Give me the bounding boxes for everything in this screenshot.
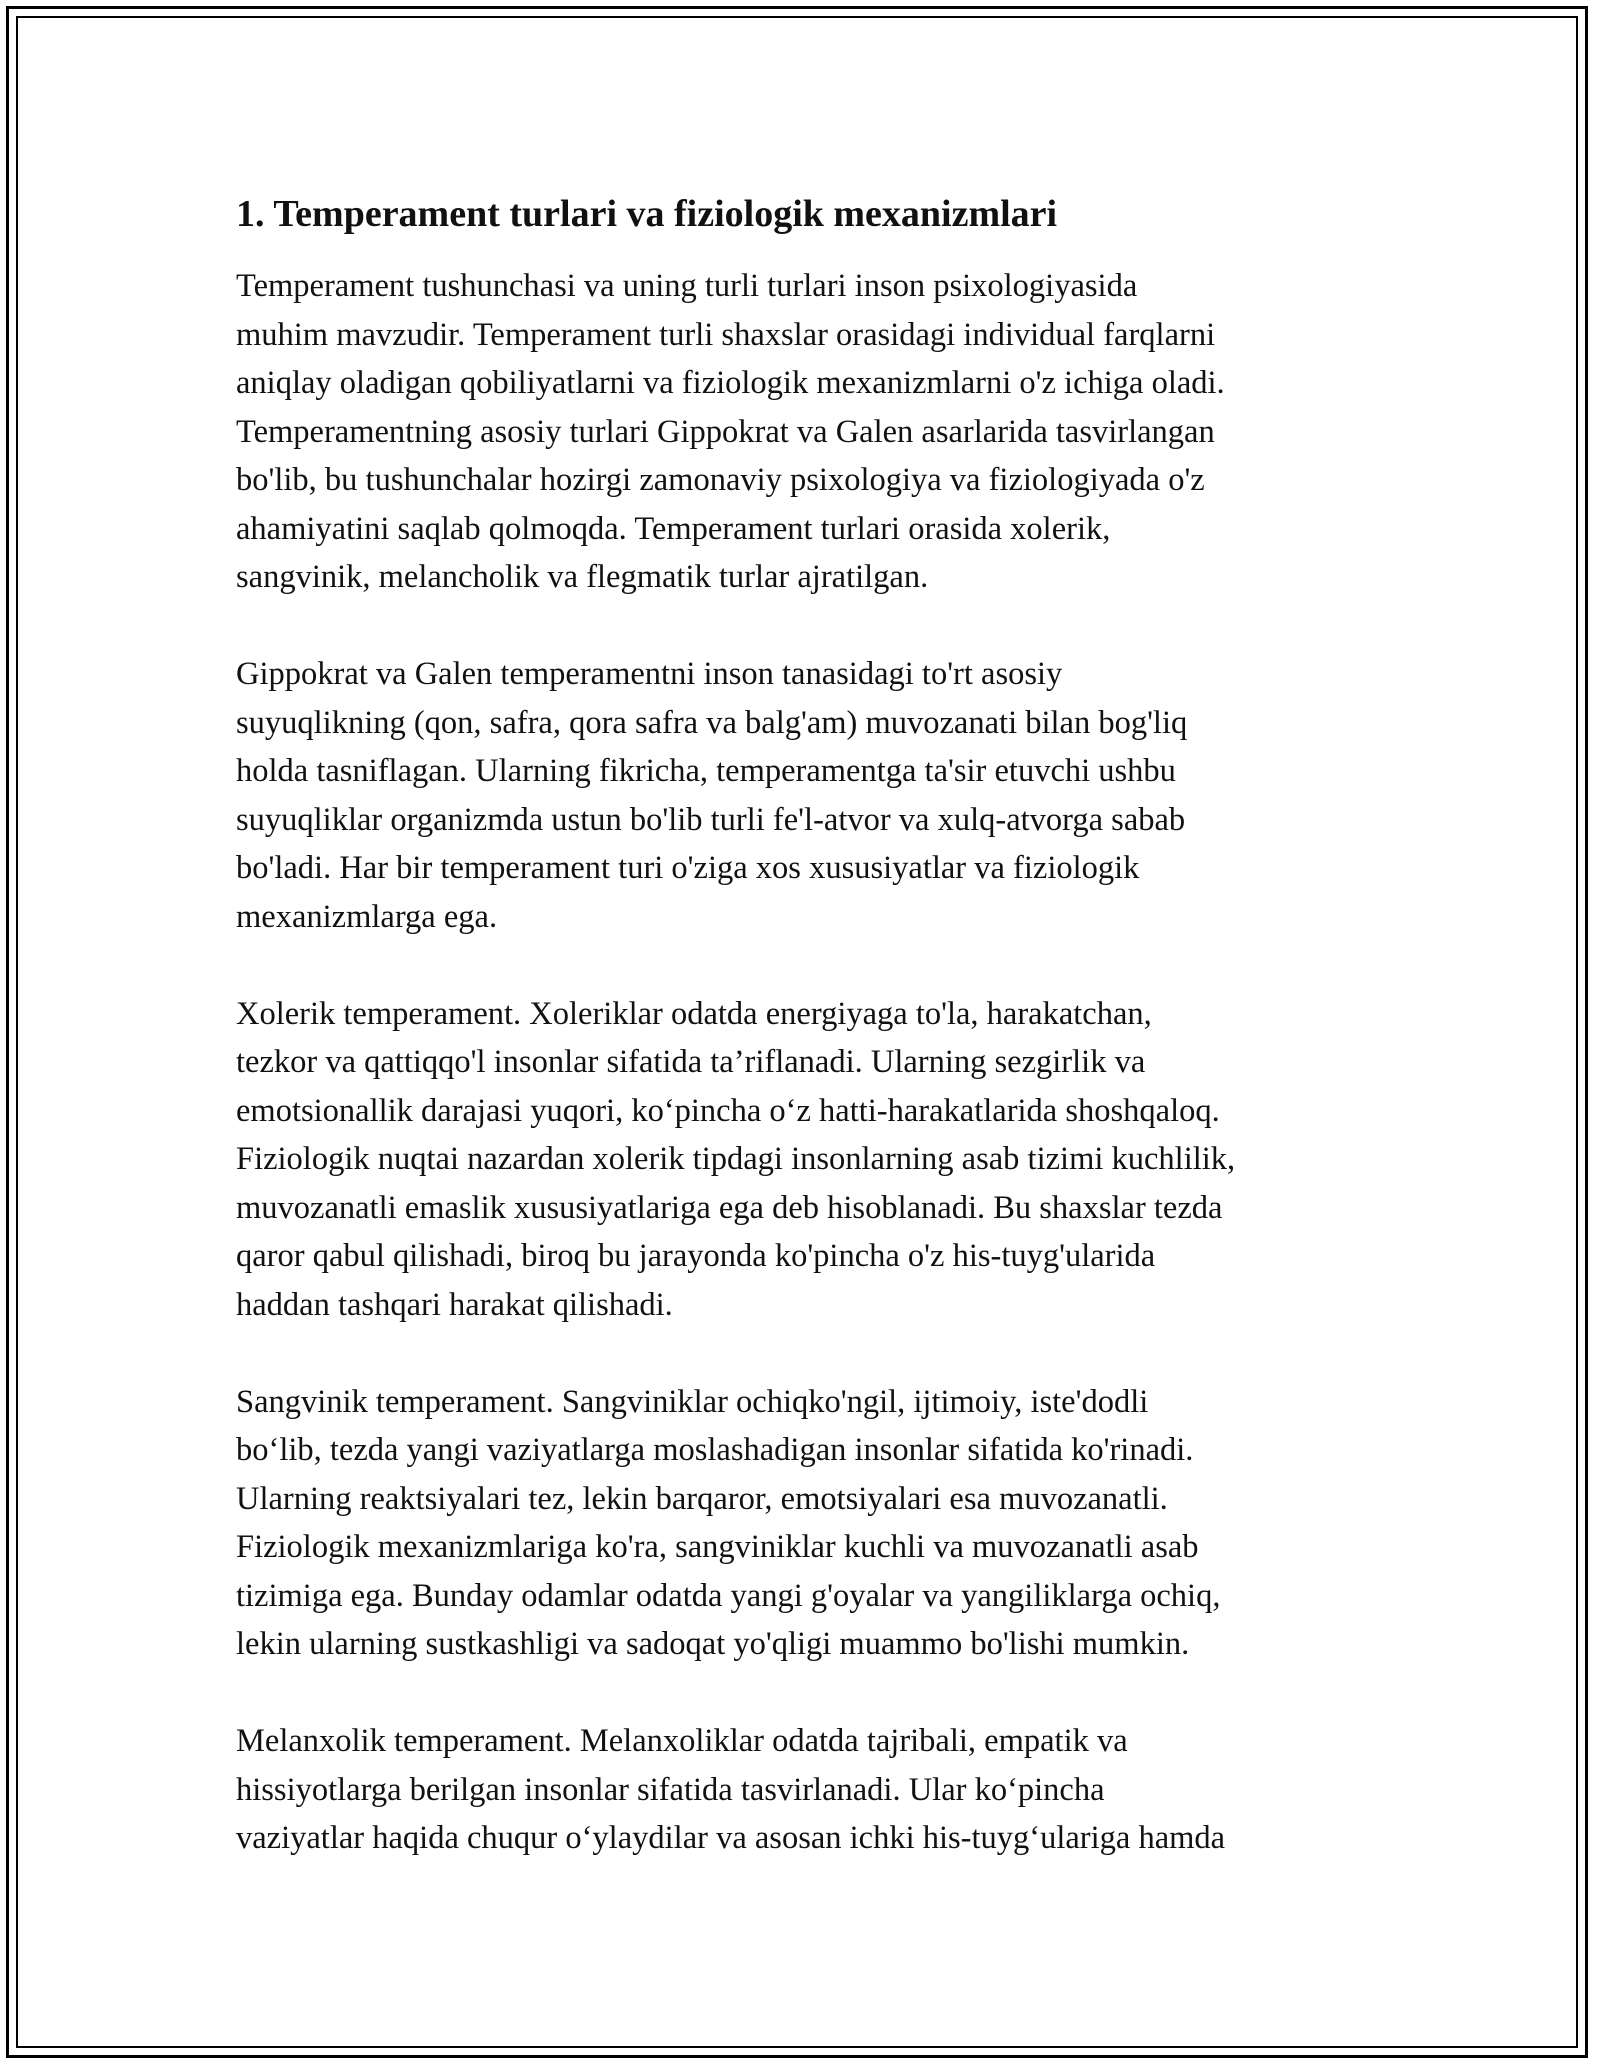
- text-line: Ularning reaktsiyalari tez, lekin barqaror, emotsiyalari esa muvozanatli.: [236, 1480, 1168, 1517]
- paragraph-intro: [236, 262, 1366, 602]
- text-line: Fiziologik mexanizmlariga ko'ra, sangviniklar kuchli va muvozanatli asab: [236, 1529, 1199, 1565]
- document-body: [236, 186, 1366, 1911]
- text-line: bo‘lib, tezda yangi vaziyatlarga moslashadigan insonlar sifatida ko'rinadi.: [236, 1432, 1194, 1468]
- paragraph-xolerik: [236, 990, 1366, 1330]
- text-line: hissiyotlarga berilgan insonlar sifatida tasvirlanadi. Ular ko‘pincha: [236, 1771, 1105, 1808]
- text-line: muhim mavzudir. Temperament turli shaxslar orasidagi individual farqlarni: [236, 316, 1216, 353]
- section-heading: 1. Temperament turlari va fiziologik mexanizmlari: [236, 193, 1058, 235]
- text-line: mexanizmlarga ega.: [236, 898, 498, 935]
- text-line: holda tasniflagan. Ularning fikricha, temperamentga ta'sir etuvchi ushbu: [236, 753, 1176, 789]
- text-line: tezkor va qattiqqo'l insonlar sifatida ta’riflanadi. Ularning sezgirlik va: [236, 1044, 1146, 1080]
- text-line: Fiziologik nuqtai nazardan xolerik tipdagi insonlarning asab tizimi kuchlilik,: [236, 1141, 1236, 1177]
- text-line: Sangvinik temperament. Sangviniklar ochiqko'ngil, ijtimoiy, iste'dodli: [236, 1383, 1149, 1420]
- text-line: emotsionallik darajasi yuqori, ko‘pincha o‘z hatti-harakatlarida shoshqaloq.: [236, 1092, 1220, 1129]
- text-line: qaror qabul qilishadi, biroq bu jarayonda ko'pincha o'z his-tuyg'ularida: [236, 1238, 1156, 1274]
- paragraph-melanxolik: [236, 1717, 1366, 1863]
- text-line: vaziyatlar haqida chuqur o‘ylaydilar va asosan ichki his-tuyg‘ulariga hamda: [236, 1820, 1226, 1856]
- text-line: sangvinik, melancholik va flegmatik turlar ajratilgan.: [236, 559, 929, 595]
- text-line: Temperament tushunchasi va uning turli turlari inson psixologiyasida: [236, 268, 1138, 304]
- text-line: bo'ladi. Har bir temperament turi o'ziga xos xususiyatlar va fiziologik: [236, 850, 1140, 886]
- text-line: tizimiga ega. Bunday odamlar odatda yangi g'oyalar va yangiliklarga ochiq,: [236, 1577, 1221, 1614]
- paragraph-gippokrat-galen: [236, 650, 1366, 941]
- text-line: suyuqlikning (qon, safra, qora safra va balg'am) muvozanati bilan bog'liq: [236, 704, 1188, 741]
- text-line: suyuqliklar organizmda ustun bo'lib turli fe'l-atvor va xulq-atvorga sabab: [236, 801, 1186, 838]
- text-line: Melanxolik temperament. Melanxoliklar odatda tajribali, empatik va: [236, 1723, 1128, 1759]
- text-line: Temperamentning asosiy turlari Gippokrat va Galen asarlarida tasvirlangan: [236, 413, 1215, 450]
- text-line: haddan tashqari harakat qilishadi.: [236, 1286, 673, 1323]
- text-line: bo'lib, bu tushunchalar hozirgi zamonaviy psixologiya va fiziologiyada o'z: [236, 462, 1205, 498]
- text-line: Gippokrat va Galen temperamentni inson tanasidagi to'rt asosiy: [236, 656, 1063, 692]
- text-line: ahamiyatini saqlab qolmoqda. Temperament turlari orasida xolerik,: [236, 510, 1111, 547]
- text-line: muvozanatli emaslik xususiyatlariga ega deb hisoblanadi. Bu shaxslar tezda: [236, 1189, 1223, 1226]
- paragraph-sangvinik: [236, 1378, 1366, 1669]
- text-line: aniqlay oladigan qobiliyatlarni va fiziologik mexanizmlarni o'z ichiga oladi.: [236, 365, 1225, 401]
- text-line: lekin ularning sustkashligi va sadoqat yo'qligi muammo bo'lishi mumkin.: [236, 1626, 1190, 1662]
- text-line: Xolerik temperament. Xoleriklar odatda energiyaga to'la, harakatchan,: [236, 995, 1152, 1032]
